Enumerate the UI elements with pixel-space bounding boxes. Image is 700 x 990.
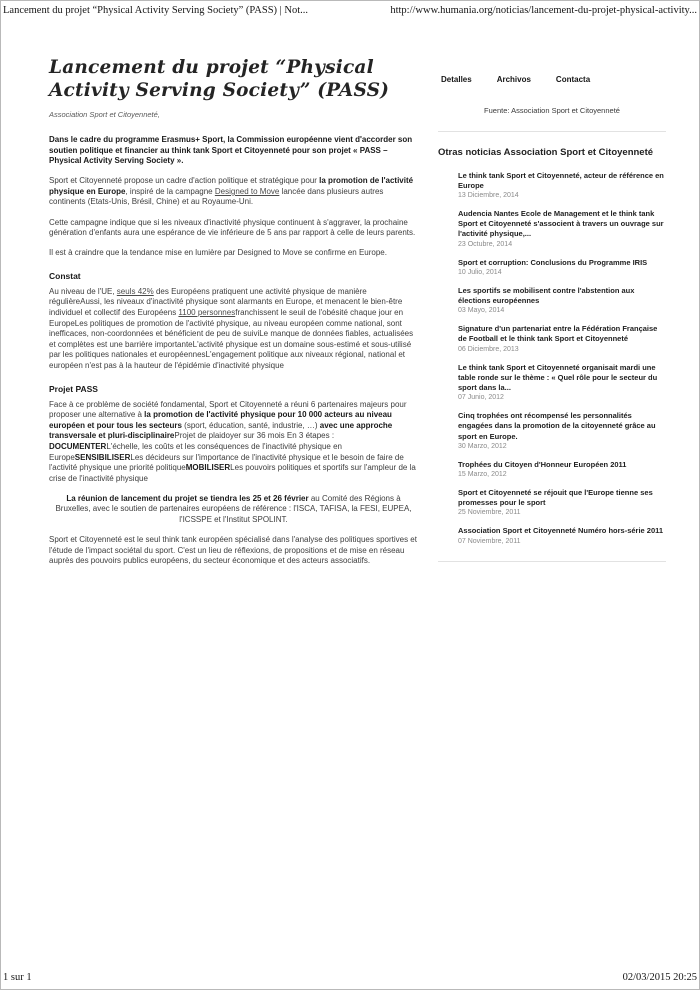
news-item: [458, 460, 666, 478]
bold-text: Dans le cadre du programme Erasmus+ Sport, la Commission européenne vient d'accorder son soutien politique et financier au think tank Sport et Citoyenneté pour son projet « PASS – Physical Activity Serving Society ».: [49, 135, 413, 166]
body-text: au Comité des Régions à Bruxelles, avec le soutien de partenaires européens de référence : l'ISCA, TAFISA, la FESI, EUPEA, l'ICSSPE et l'Institut SPOLINT.: [55, 493, 412, 525]
tab-contacta[interactable]: Contacta: [555, 75, 591, 84]
news-item: [458, 526, 666, 544]
news-item-link[interactable]: Trophées du Citoyen d'Honneur Européen 2011: [458, 459, 627, 469]
footer-page-indicator: 1 sur 1: [3, 972, 32, 983]
news-list: [438, 171, 666, 545]
body-text: Il est à craindre que la tendance mise en lumière par Designed to Move se confirme en Europe.: [49, 248, 387, 258]
bold-text: DOCUMENTER: [49, 441, 107, 451]
news-item-link[interactable]: Le think tank Sport et Citoyenneté organisait mardi une table ronde sur le thème : « Quel rôle pour le secteur du sport dans la...: [458, 362, 658, 392]
body-text: Face à ce problème de société fondamental, Sport et Citoyenneté a réuni 6 partenaires majeurs pour proposer une alternative à: [49, 399, 407, 420]
news-item-date: 13 Diciembre, 2014: [458, 191, 519, 199]
bold-text: avec une approche transversale et pluri-disciplinaire: [49, 420, 393, 441]
article-paragraph: [49, 135, 418, 167]
bold-text: La réunion de lancement du projet se tiendra les 25 et 26 février: [66, 493, 309, 503]
source-label: Fuente: Association Sport et Citoyenneté: [484, 106, 620, 115]
print-header: [3, 5, 697, 16]
article-column: [49, 56, 418, 576]
print-header-url: http://www.humania.org/noticias/lancement-du-projet-physical-activity...: [390, 5, 697, 16]
body-text: Projet de plaidoyer sur 36 mois En 3 étapes :: [174, 431, 335, 441]
news-item: [458, 171, 666, 199]
inline-link[interactable]: 1100 personnes: [178, 308, 236, 318]
footer-datetime: 02/03/2015 20:25: [622, 972, 697, 983]
article-byline: Association Sport et Citoyenneté,: [49, 110, 160, 119]
news-item-date: 23 Octubre, 2014: [458, 240, 513, 248]
article-paragraph: [49, 494, 418, 526]
news-item-link[interactable]: Sport et Citoyenneté se réjouit que l'Europe tienne ses promesses pour le sport: [458, 487, 653, 508]
news-item-date: 07 Junio, 2012: [458, 394, 504, 402]
news-item: [458, 209, 666, 248]
news-item-link[interactable]: Association Sport et Citoyenneté Numéro hors-série 2011: [458, 526, 664, 536]
news-item: [458, 488, 666, 516]
body-text: Au niveau de l'UE,: [49, 286, 117, 296]
news-item-link[interactable]: Cinq trophées ont récompensé les personnalités engagées dans la promotion de la citoyenneté grâce au sport en Europe.: [458, 411, 656, 441]
bold-text: SENSIBILISER: [74, 452, 131, 462]
article-paragraph: [49, 287, 418, 372]
tab-archivos[interactable]: Archivos: [496, 75, 531, 84]
news-item-link[interactable]: Les sportifs se mobilisent contre l'abstention aux élections européennes: [458, 285, 635, 305]
news-item-date: 06 Diciembre, 2013: [458, 345, 519, 353]
news-item-date: 25 Noviembre, 2011: [458, 509, 521, 517]
inline-link[interactable]: seuls 42%: [116, 286, 154, 296]
news-item-date: 30 Marzo, 2012: [458, 442, 507, 450]
news-item-link[interactable]: Le think tank Sport et Citoyenneté, acteur de référence en Europe: [458, 170, 664, 190]
news-item-date: 03 Mayo, 2014: [458, 307, 505, 315]
sidebar: [438, 56, 666, 576]
article-blocks: [49, 135, 418, 567]
bold-text: la promotion de l'activité physique pour 10 000 acteurs au niveau européen et pour tous les secteurs: [49, 410, 392, 430]
body-text: L'échelle, les coûts et les conséquences de l'inactivité physique en Europe: [49, 441, 342, 462]
bold-text: MOBILISER: [185, 463, 231, 473]
tabs-row: [438, 56, 666, 96]
body-text: franchissent le seuil de l'obésité chaque jour en EuropeLes politiques de promotion de l'activité physique, au niveau européen comme national, sont inefficaces, non-coordonnées et bénéficient de peu de suiviLe manque de données fiables, actualisées et complètes est une barrière importanteL'activité physique est un domaine sous-estimé et sous-utilisé par les politiques nationales et européennesL'engagement politique aux niveaux régional, national et européen n'est pas à la hauteur de l'épidémie d'inactivité physique: [49, 308, 414, 370]
news-item-link[interactable]: Sport et corruption: Conclusions du Programme IRIS: [458, 257, 648, 267]
body-text: Les pouvoirs politiques et sportifs sur l'ampleur de la crise de l'inactivité physique: [49, 463, 416, 483]
news-item: [458, 324, 666, 352]
sidebar-top-divider: [438, 131, 666, 132]
body-text: lancée dans plusieurs autres continents (Etats-Unis, Brésil, Chine) et au Royaume-Uni.: [49, 186, 384, 207]
article-paragraph: [49, 176, 418, 208]
page-body: [49, 56, 664, 576]
article-paragraph: [49, 535, 418, 567]
body-text: (sport, éducation, santé, industrie, …): [181, 420, 320, 430]
news-item-date: 10 Julio, 2014: [458, 268, 502, 276]
print-header-title: Lancement du projet “Physical Activity Serving Society” (PASS) | Not...: [3, 5, 309, 16]
news-item-date: 07 Noviembre, 2011: [458, 537, 521, 545]
news-item-link[interactable]: Signature d'un partenariat entre la Fédération Française de Football et le think tank Sport et Citoyenneté: [458, 324, 658, 344]
tab-detalles[interactable]: Detalles: [441, 75, 472, 84]
body-text: Cette campagne indique que si les niveaux d'inactivité physique continuent à s'aggraver, la prochaine génération d'enfants aura une espérance de vie inférieure de 5 ans par rapport à celle de leurs parents.: [49, 217, 416, 238]
body-text: Les décideurs sur l'importance de l'inactivité physique et le besoin de faire de l'activité physique une priorité politique: [49, 452, 404, 473]
news-item: [458, 286, 666, 314]
print-footer: [3, 972, 697, 983]
news-item-date: 15 Marzo, 2012: [458, 470, 507, 478]
news-item: [458, 411, 666, 450]
news-item-link[interactable]: Audencia Nantes Ecole de Management et le think tank Sport et Citoyenneté s'associent à travers un ouvrage sur l'activité physique,...: [458, 208, 664, 239]
article-paragraph: [49, 400, 418, 485]
section-heading: Projet PASS: [49, 383, 98, 394]
news-item: [458, 363, 666, 402]
article-title: Lancement du projet “Physical Activity Serving Society” (PASS): [49, 57, 390, 101]
body-text: , inspiré de la campagne: [125, 186, 215, 196]
bold-text: la promotion de l'activité physique en Europe: [49, 176, 414, 196]
sidebar-bottom-divider: [438, 561, 666, 562]
article-paragraph: [49, 218, 418, 239]
other-news-heading: Otras noticias Association Sport et Citoyenneté: [438, 147, 654, 158]
body-text: des Européens pratiquent une activité physique de manière régulièreAussi, les niveaux d'inactivité physique sont alarmants en Europe, et menacent le bien-être individuel et collectif des Européens: [49, 286, 403, 318]
inline-link[interactable]: Designed to Move: [214, 186, 280, 196]
article-paragraph: [49, 248, 418, 259]
body-text: Sport et Citoyenneté propose un cadre d'action politique et stratégique pour: [49, 176, 320, 186]
section-heading: Constat: [49, 270, 81, 281]
news-item: [458, 258, 666, 276]
body-text: Sport et Citoyenneté est le seul think tank européen spécialisé dans l'analyse des politiques sportives et l'étude de l'impact sociétal du sport. C'est un lieu de réflexions, de propositions et de mise en réseau auprès des pouvoirs publics européens, du secteur économique et des acteurs associatifs.: [49, 535, 417, 566]
